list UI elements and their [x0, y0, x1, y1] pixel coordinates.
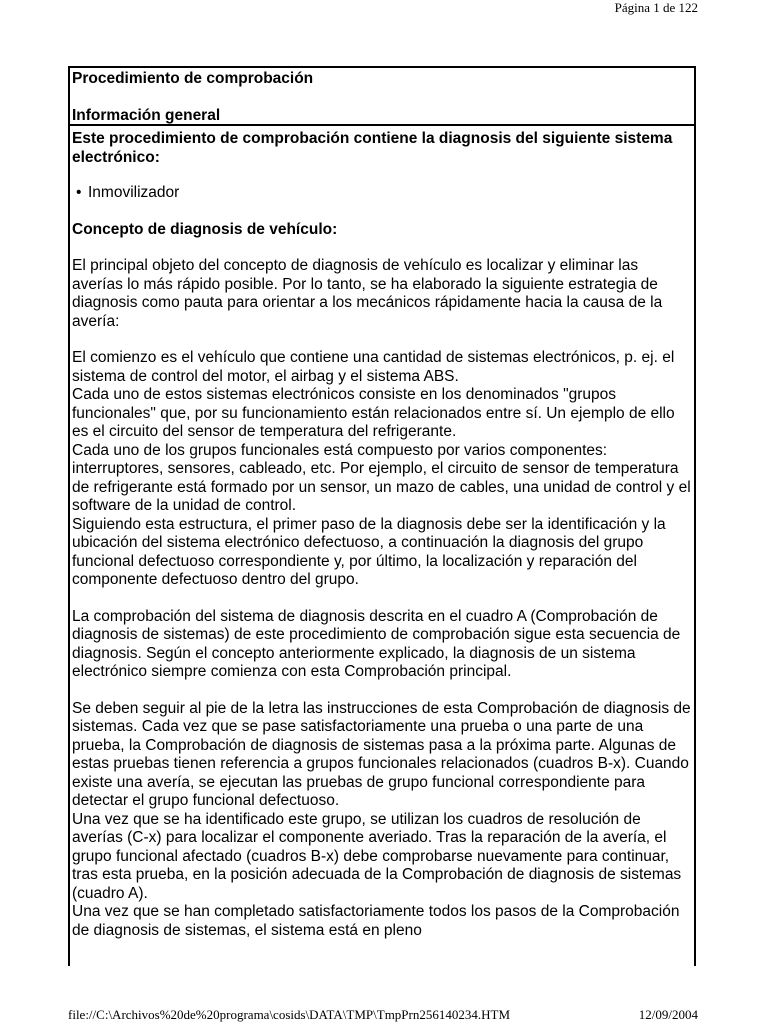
- paragraph-text: Una vez que se ha identificado este grupo, se utilizan los cuadros de resolución de averías (C-x) para localizar el componente averiado. Tras la reparación de la avería, el grupo funcional afectado (cuadros B-x) debe comprobarse nuevamente para continuar, tras esta prueba, en la posición adecuada de la Comprobación de diagnosis de sistemas (cuadro A).: [72, 810, 682, 902]
- paragraph-text: La comprobación del sistema de diagnosis descrita en el cuadro A (Comprobación de diagnosis de sistemas) de este procedimiento de comprobación sigue esta secuencia de diagnosis. Según el concepto anteriormente explicado, la diagnosis de un sistema electrónico siempre comienza con esta Comprobación principal.: [72, 607, 681, 680]
- paragraph-text: El principal objeto del concepto de diagnosis de vehículo es localizar y eliminar las averías lo más rápido posible. Por lo tanto, se ha elaborado la siguiente estrategia de diagnosis como pauta para orientar a los mecánicos rápidamente hacia la causa de la avería:: [72, 257, 663, 330]
- paragraph: [72, 700, 692, 941]
- list-item: [76, 184, 692, 203]
- document-subtitle: Información general: [72, 107, 221, 124]
- paragraph: [72, 608, 692, 682]
- system-name: Inmovilizador: [88, 184, 180, 201]
- paragraph-text: Cada uno de los grupos funcionales está compuesto por varios componentes: interruptores, sensores, cableado, etc. Por ejemplo, el circuito de sensor de temperatura de refrigerante está formado por un sensor, un mazo de cables, una unidad de control y el software de la unidad de control.: [72, 441, 691, 514]
- paragraph: [72, 349, 692, 590]
- paragraph-text: Una vez que se han completado satisfactoriamente todos los pasos de la Comprobación de diagnosis de sistemas, el sistema está en pleno: [72, 903, 680, 939]
- footer-date: 12/09/2004: [638, 1007, 698, 1022]
- paragraph-text: Siguiendo esta estructura, el primer paso de la diagnosis debe ser la identificación y la ubicación del sistema electrónico defectuoso, a continuación la diagnosis del grupo funcional defectuoso correspondiente y, por último, la localización y reparación del componente defectuoso dentro del grupo.: [72, 515, 666, 588]
- section-heading: Concepto de diagnosis de vehículo:: [72, 220, 338, 238]
- document-body-cell: [70, 126, 694, 940]
- document-table: [68, 66, 696, 966]
- footer-file-path: file://C:\Archivos%20de%20programa\cosids\DATA\TMP\TmpPrn256140234.HTM: [68, 1007, 510, 1022]
- paragraph-text: Se deben seguir al pie de la letra las instrucciones de esta Comprobación de diagnosis de sistemas. Cada vez que se pase satisfactoriamente una prueba o una parte de una prueba, la Comprobación de diagnosis de sistemas pasa a la próxima parte. Algunas de estas pruebas tienen referencia a grupos funcionales relacionados (cuadros B-x). Cuando existe una avería, se ejecutan las pruebas de grupo funcional correspondiente para detectar el grupo funcional defectuoso.: [72, 699, 691, 809]
- bullet-icon: •: [76, 184, 82, 201]
- systems-list: [72, 184, 692, 203]
- page-number: Página 1 de 122: [614, 0, 698, 15]
- paragraph-text: El comienzo es el vehículo que contiene una cantidad de sistemas electrónicos, p. ej. el sistema de control del motor, el airbag y el sistema ABS.: [72, 349, 675, 385]
- document-title: Procedimiento de comprobación: [72, 70, 314, 87]
- document-header-cell: [70, 68, 694, 126]
- intro-text: Este procedimiento de comprobación contiene la diagnosis del siguiente sistema electrónico:: [72, 130, 673, 166]
- paragraph-text: Cada uno de estos sistemas electrónicos consiste en los denominados "grupos funcionales" que, por su funcionamiento están relacionados entre sí. Un ejemplo de ello es el circuito del sensor de temperatura del refrigerante.: [72, 386, 675, 440]
- paragraph: [72, 257, 692, 331]
